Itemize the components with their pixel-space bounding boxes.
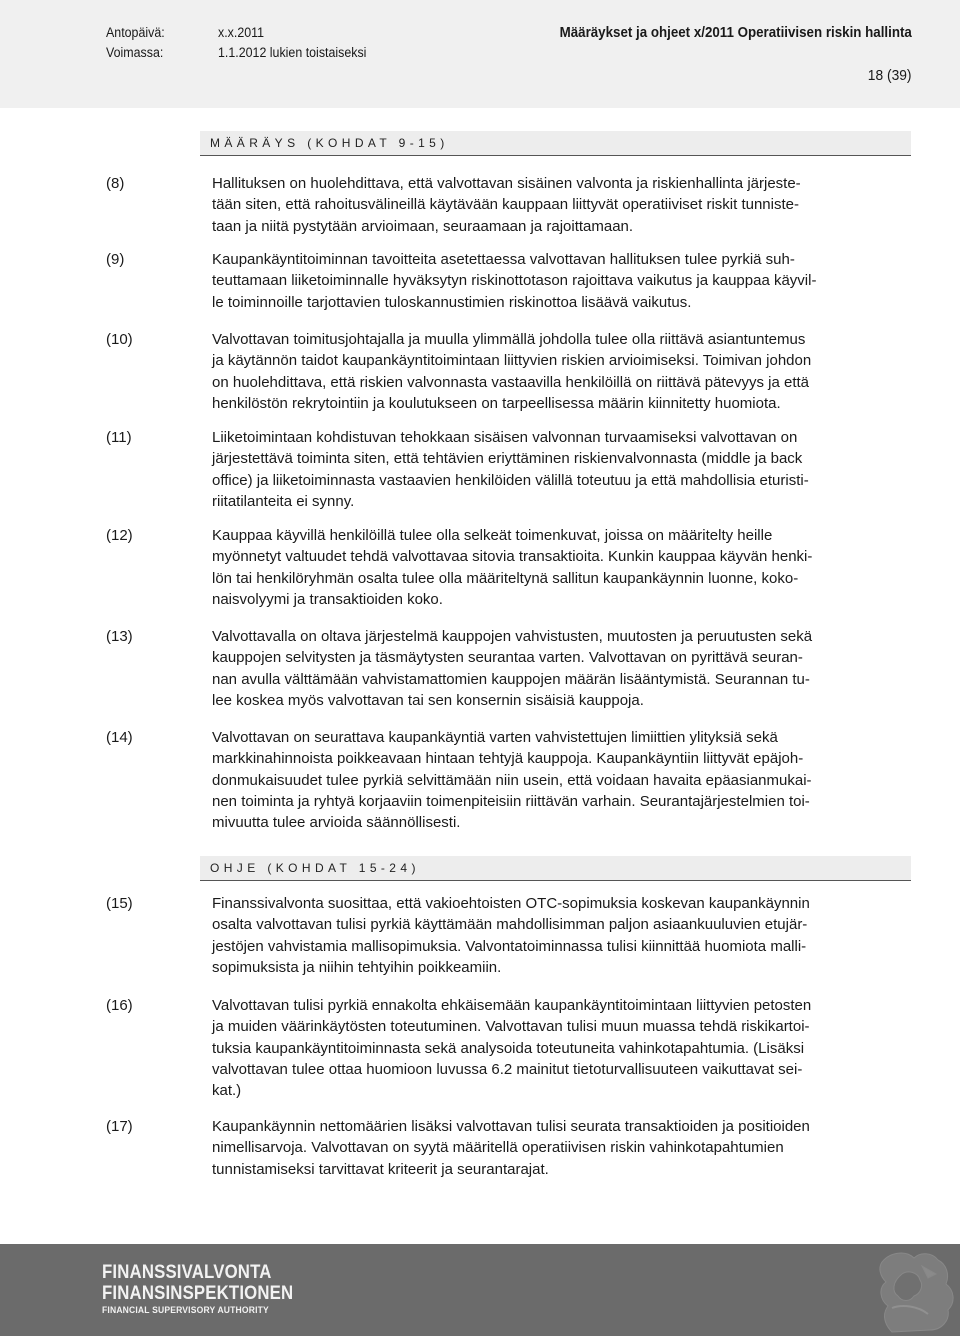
document-title: Määräykset ja ohjeet x/2011 Operatiivisen riskin hallinta (559, 25, 912, 41)
paragraph-text (212, 525, 912, 610)
text-line: Hallituksen on huolehdittava, että valvottavan sisäinen valvonta ja riskienhallinta järjeste- (212, 175, 801, 192)
text-line: Valvottavalla on oltava järjestelmä kauppojen vahvistusten, muutosten ja peruutusten sekä (212, 628, 813, 645)
text-line: nen toiminta ja ryhtyä korjaaviin toimenpiteisiin riittävän varhain. Seurantajärjestelmien toi- (212, 792, 810, 810)
paragraph-number: (16) (106, 997, 133, 1014)
page-number: 18 (39) (868, 67, 912, 84)
page-footer (0, 1244, 960, 1336)
brand-logo (102, 1262, 324, 1317)
text-line: sopimuksista ja niihin tehtyihin poikkeamiin. (212, 958, 502, 976)
text-line: on huolehdittava, että riskien valvonnasta vastaavilla henkilöillä on riittävä pätevyys ja että (212, 373, 810, 391)
text-line: Valvottavan tulisi pyrkiä ennakolta ehkäisemään kaupankäyntitoimintaan liittyvien petosten (212, 997, 812, 1014)
paragraph-text (212, 626, 912, 711)
text-line: kauppojen selvitysten ja täsmäytysten seurantaa varten. Valvottavan on pyrittävä seuran- (212, 649, 803, 667)
paragraph-number: (17) (106, 1118, 133, 1135)
paragraph-number: (11) (106, 429, 132, 446)
paragraph-text (212, 727, 912, 833)
paragraph-number: (15) (106, 895, 133, 912)
brand-name-swedish: FINANSINSPEKTIONEN (102, 1282, 294, 1304)
text-line: henkilöstön rekrytointiin ja koulutukseen on tarpeellisessa määrin kiinnitetty huomiota. (212, 394, 781, 412)
text-line: donmukaisuudet tulee pyrkiä selvittämään niin usein, että voidaan havaita epäasianmukai- (212, 771, 812, 789)
paragraph-text (212, 1116, 912, 1180)
text-line: tuksia kaupankäyntitoiminnasta sekä analysoida toteutuneita vahinkotapahtumia. (Lisäksi (212, 1039, 805, 1057)
text-line: myönnetyt valtuudet tehdä valvottavaa sitovia transaktioita. Kunkin kauppaa käyvän henki- (212, 548, 813, 566)
text-line: nimellisarvoja. Valvottavan on syytä määritellä operatiivisen riskin vahinkotapahtumien (212, 1139, 784, 1157)
text-line: Finanssivalvonta suosittaa, että vakioehtoisten OTC-sopimuksia koskevan kaupankäynnin (212, 895, 810, 912)
issued-date: x.x.2011 (218, 25, 265, 40)
lion-emblem-icon (862, 1244, 960, 1336)
text-line: mivuutta tulee arvioida säännöllisesti. (212, 814, 461, 832)
text-line: teuttamaan liiketoiminnalle hyväksytyn riskinottotason rajoittava vaikutus ja kauppaa käyvil- (212, 272, 817, 290)
section-heading-regulation (200, 131, 911, 156)
valid-label: Voimassa: (106, 45, 164, 60)
text-line: tunnistamiseksi tarvittavat kriteerit ja seurantarajat. (212, 1160, 549, 1178)
text-line: nan avulla välttämään vahvistamattomien kauppojen määrän lisääntymistä. Seurannan tu- (212, 670, 810, 688)
text-line: osalta valvottavan tulisi pyrkiä käyttämään mahdollisimman paljon asiaankuuluvien etujär- (212, 916, 808, 934)
paragraph-number: (10) (106, 331, 133, 348)
text-line: naisvolyymi ja transaktioiden koko. (212, 590, 443, 608)
paragraph-text (212, 995, 912, 1101)
paragraph-text (212, 329, 912, 414)
text-line: valvottavan tulee ottaa huomioon luvussa 6.2 mainitut tietoturvallisuuteen vaikuttavat sei- (212, 1060, 803, 1078)
text-line: lön tai henkilöryhmän osalta tulee olla määriteltynä sallitun kaupankäynnin luonne, koko- (212, 569, 799, 587)
text-line: Valvottavan toimitusjohtajalla ja muulla ylimmällä johdolla tulee olla riittävä asiantuntemus (212, 331, 806, 348)
paragraph-number: (12) (106, 527, 133, 544)
paragraph-text (212, 249, 912, 313)
text-line: tään siten, että rahoitusvälineillä käytävään kauppaan liittyvät operatiiviset riskit tunniste- (212, 196, 799, 214)
text-line: Kauppaa käyvillä henkilöillä tulee olla selkeät toimenkuvat, joissa on määritelty heille (212, 527, 773, 544)
brand-name-finnish: FINANSSIVALVONTA (102, 1261, 272, 1283)
text-line: ja käytännön taidot kaupankäyntitoimintaan liittyvien riskien arvioimiseksi. Toimivan johdon (212, 352, 812, 370)
section-heading-guidance (200, 856, 911, 881)
paragraph-number: (9) (106, 251, 125, 268)
paragraph-text (212, 893, 912, 978)
text-line: le toiminnoille tarjottavien tuloskannustimien riskinottoa lisäävä vaikutus. (212, 293, 692, 311)
paragraph-number: (13) (106, 628, 133, 645)
text-line: taan ja niitä pystytään arvioimaan, seuraamaan ja rajoittamaan. (212, 217, 634, 235)
brand-name-english: FINANCIAL SUPERVISORY AUTHORITY (102, 1305, 269, 1316)
paragraph-text (212, 173, 912, 237)
text-line: Kaupankäynnin nettomäärien lisäksi valvottavan tulisi seurata transaktioiden ja positioiden (212, 1118, 810, 1135)
text-line: lee koskea myös valvottavan tai sen konsernin sisäisiä kauppoja. (212, 691, 644, 709)
issued-label: Antopäivä: (106, 25, 165, 40)
text-line: ja muiden väärinkäytösten toteutuminen. Valvottavan tulisi muun muassa tehdä riskikartoi- (212, 1018, 810, 1036)
text-line: jestöjen vahvistamia mallisopimuksia. Valvontatoiminnassa tulisi kiinnittää huomiota malli- (212, 937, 807, 955)
valid-period: 1.1.2012 lukien toistaiseksi (218, 45, 367, 60)
text-line: markkinahinnoista poikkeavaan hintaan tehtyjä kauppoja. Kaupankäyntiin liittyvät epäjoh- (212, 750, 804, 768)
text-line: riitatilanteita ei synny. (212, 492, 355, 510)
paragraph-text (212, 427, 912, 512)
text-line: Kaupankäyntitoiminnan tavoitteita asetettaessa valvottavan hallituksen tulee pyrkiä suh- (212, 251, 795, 268)
page-header (0, 0, 960, 108)
text-line: Liiketoimintaan kohdistuvan tehokkaan sisäisen valvonnan turvaamiseksi valvottavan on (212, 429, 798, 446)
paragraph-number: (8) (106, 175, 125, 192)
text-line: Valvottavan on seurattava kaupankäyntiä varten vahvistettujen limiittien ylityksiä sekä (212, 729, 778, 746)
text-line: järjestettävä toiminta siten, että tehtävien eriyttäminen riskienvalvonnasta (middle ja back (212, 450, 803, 468)
section-heading-text: MÄÄRÄYS (KOHDAT 9-15) (210, 136, 449, 150)
text-line: office) ja liiketoiminnasta vastaavien henkilöiden välillä toteutuu ja että mahdollisia eturisti- (212, 471, 809, 489)
text-line: kat.) (212, 1082, 242, 1100)
section-heading-text: OHJE (KOHDAT 15-24) (210, 861, 420, 875)
paragraph-number: (14) (106, 729, 133, 746)
